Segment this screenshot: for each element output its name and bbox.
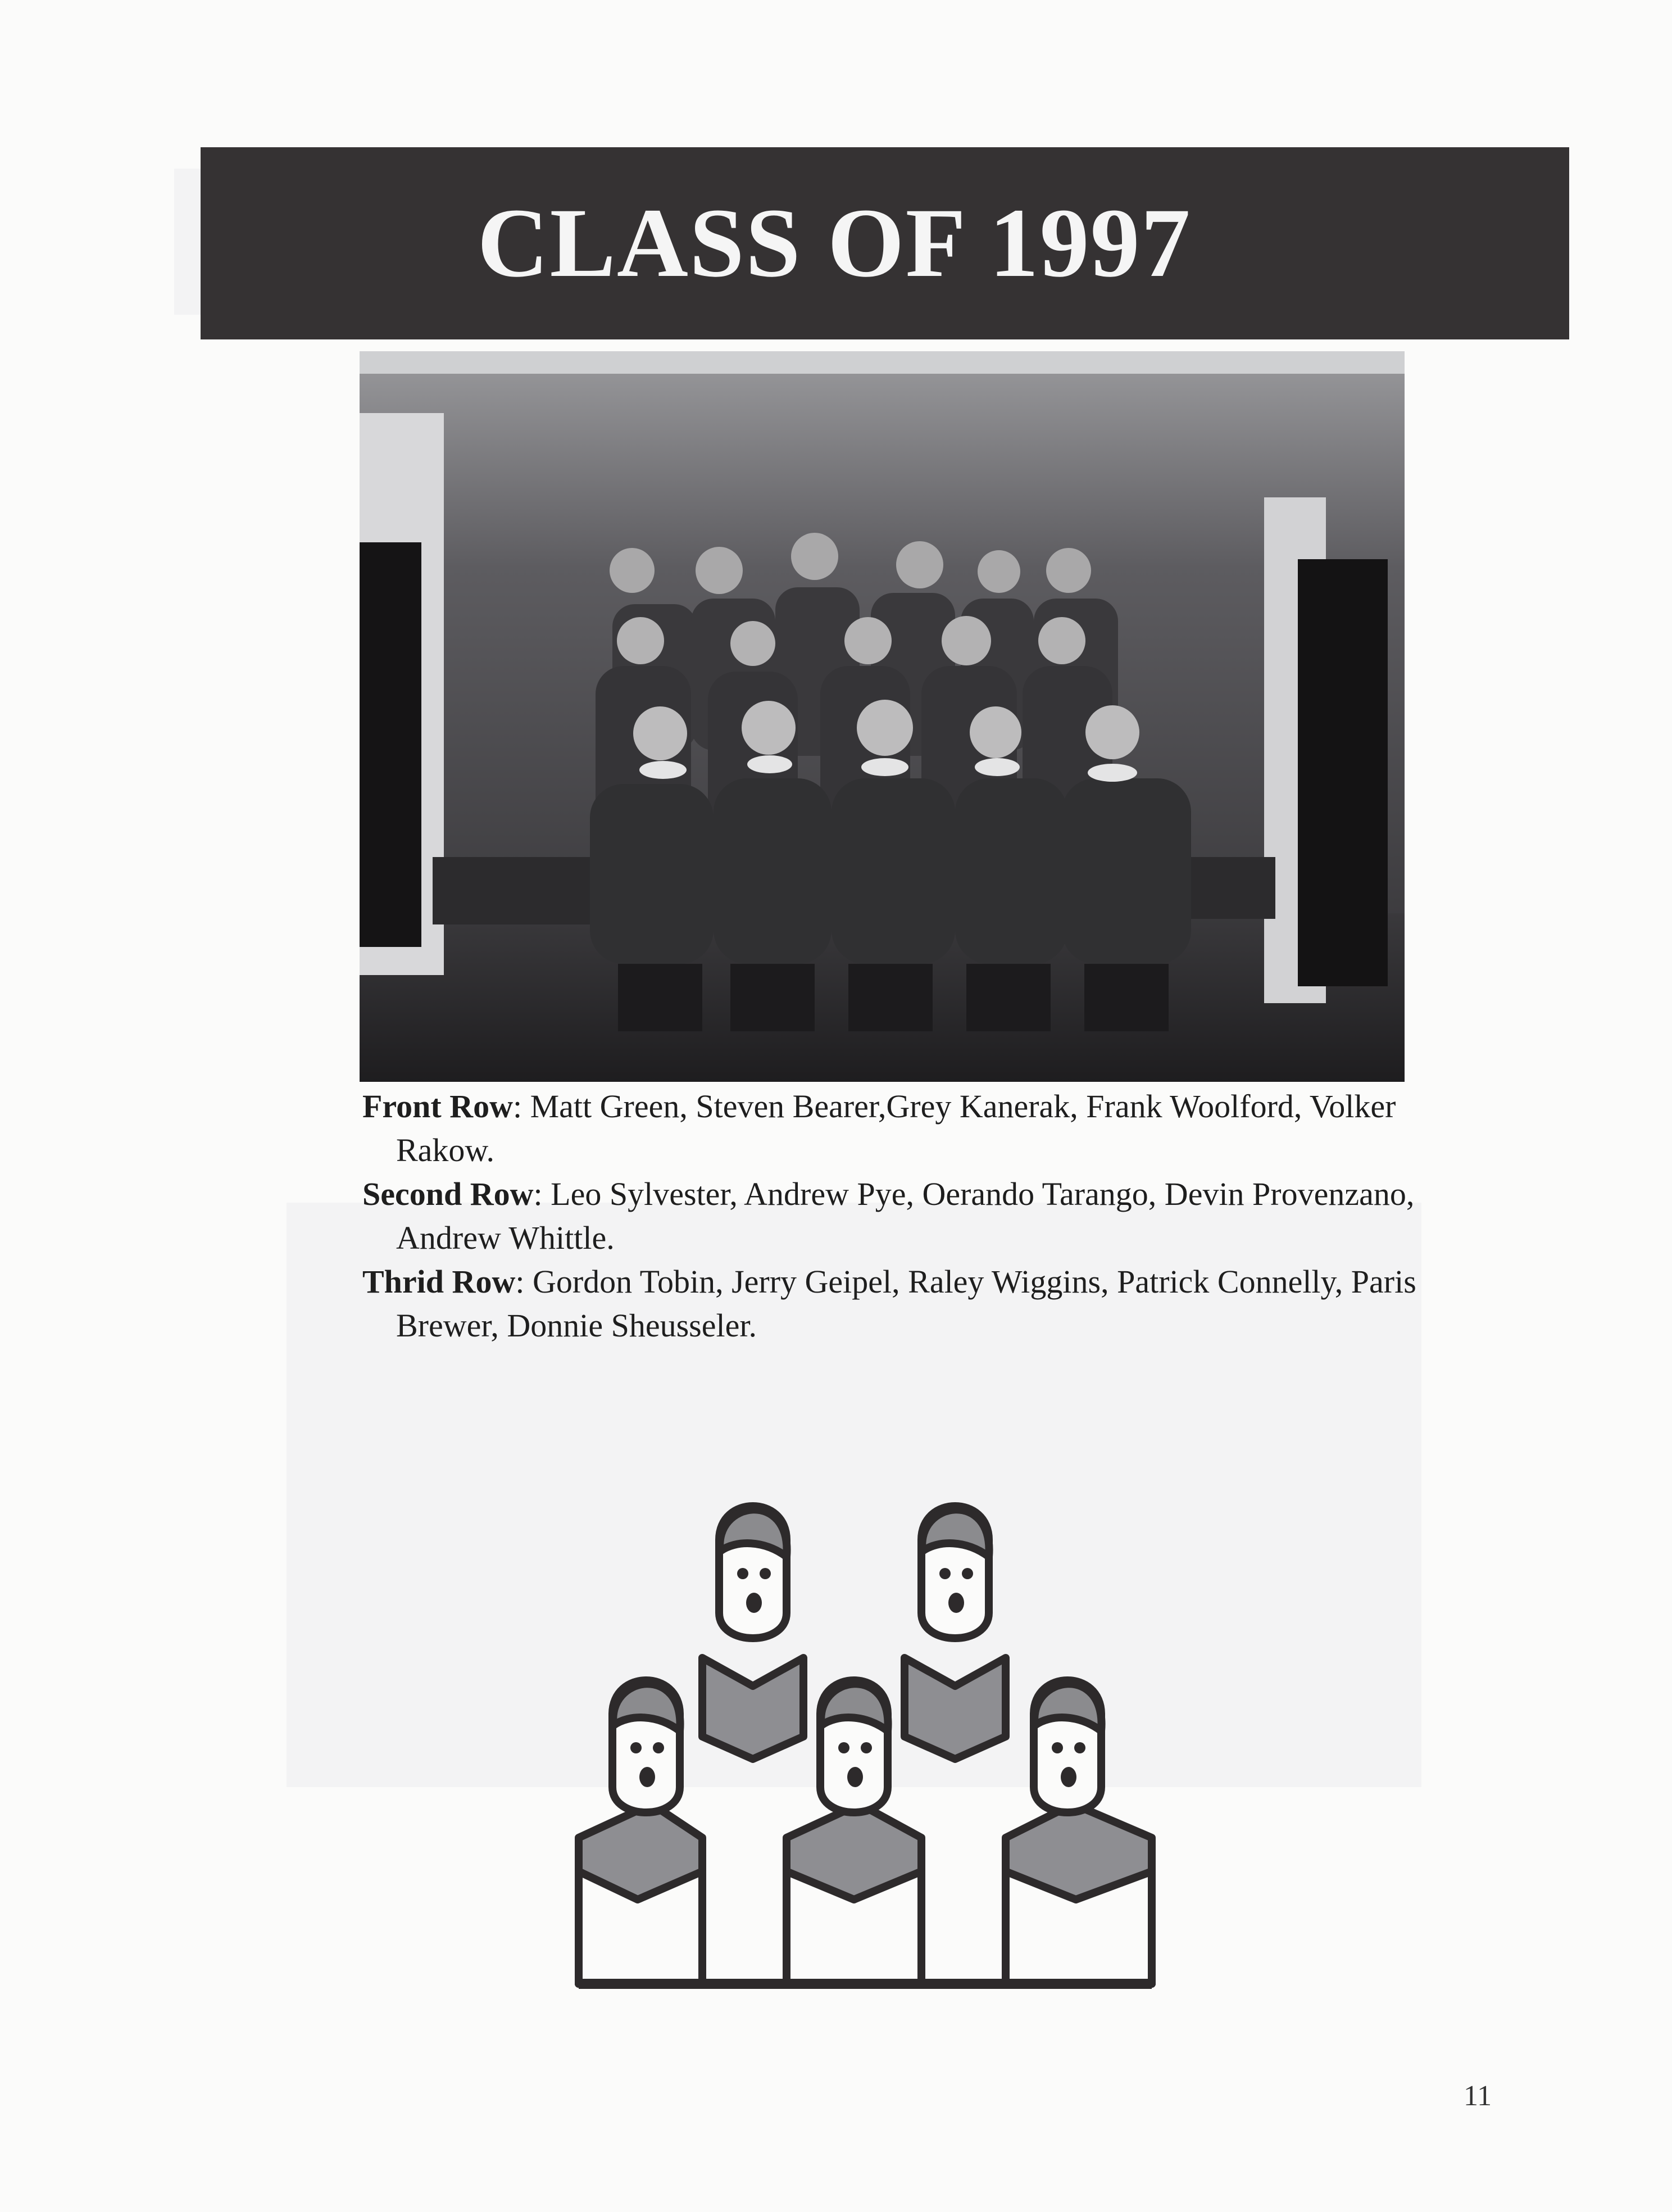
back-left-singer — [702, 1506, 803, 1759]
photo-ceiling-trim — [360, 351, 1405, 374]
photo-left-bench — [433, 857, 612, 924]
caption-row-front: Front Row: Matt Green, Steven Bearer,Grey Kanerak, Frank Woolford, Volker Rakow. — [362, 1088, 1396, 1168]
caption-row-second: Second Row: Leo Sylvester, Andrew Pye, Oerando Tarango, Devin Provenzano, Andrew Whittle. — [362, 1176, 1415, 1256]
title-banner — [201, 147, 1569, 339]
photo-front-row — [590, 778, 1191, 964]
photo-caption — [362, 1085, 1430, 1348]
front-right-singer — [1006, 1680, 1152, 1984]
front-left-singer — [579, 1680, 702, 1984]
caption-label: Thrid Row — [362, 1263, 516, 1300]
caption-names: Leo Sylvester, Andrew Pye, Oerando Tarango, Devin Provenzano, Andrew Whittle. — [396, 1176, 1415, 1256]
class-group-photo — [360, 351, 1405, 1082]
caption-row-third: Thrid Row: Gordon Tobin, Jerry Geipel, Raley Wiggins, Patrick Connelly, Paris Brewer, Donnie Sheusseler. — [362, 1263, 1416, 1344]
caption-names: Gordon Tobin, Jerry Geipel, Raley Wiggins, Patrick Connelly, Paris Brewer, Donnie Sheusseler. — [396, 1263, 1416, 1344]
photo-left-door — [360, 542, 421, 947]
choir-singers-icon — [567, 1444, 1219, 1995]
photo-front-row-legs — [618, 964, 1169, 1031]
page-number: 11 — [1464, 2080, 1492, 2112]
photo-right-door — [1298, 559, 1388, 986]
caption-label: Front Row — [362, 1088, 513, 1125]
caption-names: Matt Green, Steven Bearer,Grey Kanerak, Frank Woolford, Volker Rakow. — [396, 1088, 1396, 1168]
caption-label: Second Row — [362, 1176, 534, 1212]
back-right-singer — [905, 1506, 1006, 1759]
page-title: CLASS OF 1997 — [477, 188, 1192, 298]
